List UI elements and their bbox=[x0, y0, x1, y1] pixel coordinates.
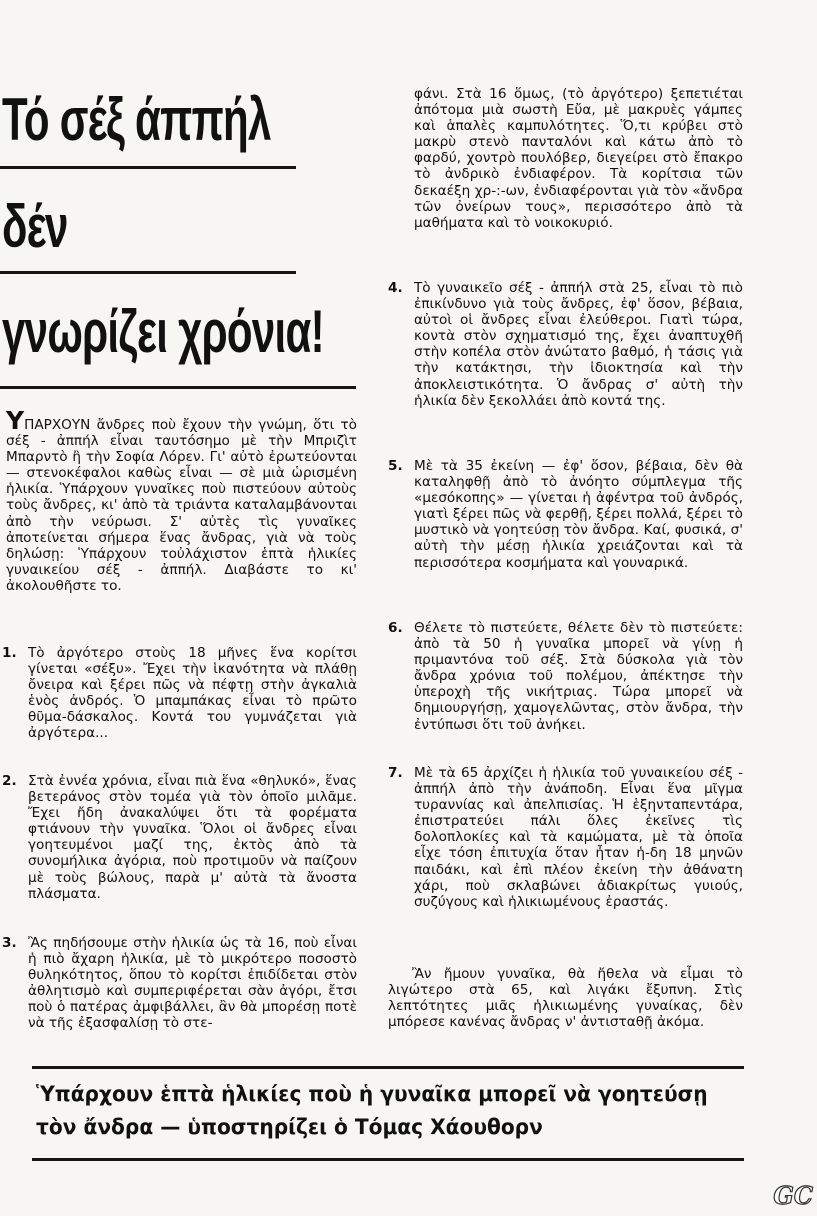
item-number: 4. bbox=[388, 280, 403, 296]
item-text: Στὰ ἐννέα χρόνια, εἶναι πιὰ ἕνα «θηλυκό», ἕνας βετεράνος στὸν τομέα γιὰ τὸν ὁποῖο μιλᾶμε. Ἔχει ἤδη ἀνακαλύψει ὅτι τὰ φορέματα φτιάνουν τὴν γυναῖκα. Ὅλοι οἱ ἄνδρες εἶναι γοητευμένοι μαζί της, ἐκτὸς ἀπὸ τὰ συνομήλικα ἀγόρια, ποὺ προτιμοῦν νὰ παίζουν μὲ τοὺς βώλους, παρὰ μ' αὐτὰ τὰ ἄνοστα πλάσματα. bbox=[28, 773, 357, 902]
list-item bbox=[388, 620, 743, 733]
caption-divider-top bbox=[32, 1066, 744, 1069]
closing-paragraph bbox=[388, 966, 743, 1030]
item-text: Μὲ τὰ 35 ἐκείνη — ἐφ' ὅσον, βέβαια, δὲν θὰ καταληφθῇ ἀπὸ τὸ ἀνόητο σύμπλεγμα τῆς «μεσόκοπης» — γίνεται ἡ ἀφέντρα τοῦ ἀνδρός, γιατὶ ξέρει πῶς νὰ φερθῇ, ξέρει πολλά, ξέρει τὸ μυστικὸ νὰ γοητεύσῃ τὸν ἄνδρα. Καί, φυσικά, σ' αὐτὴ τὴν μέσῃ ἡλικία χρειάζονται καὶ τὰ περισσότερα κοσμήματα καὶ γουναρικά. bbox=[414, 458, 743, 571]
drop-cap: Y bbox=[6, 406, 25, 435]
item-text: Θέλετε τὸ πιστεύετε, θέλετε δὲν τὸ πιστεύετε: ἀπὸ τὰ 50 ἡ γυναῖκα μπορεῖ νὰ γίνῃ ἡ πριμαντόνα τοῦ σέξ. Στὰ δύσκολα γιὰ τὸν ἄνδρα χρόνια τοῦ πολέμου, ἀπέκτησε τὴν ὑπεροχὴ τῆς νικήτριας. Τώρα μπορεῖ νὰ δημιουργήσῃ, χαμογελῶντας, στὸν ἄνδρα, τὴν ἐντύπωσι ὅτι τοῦ ἀνήκει. bbox=[414, 620, 743, 733]
article-title-line-3: γνωρίζει χρόνια! bbox=[2, 298, 324, 365]
item-number: 6. bbox=[388, 620, 403, 636]
article-title-line-2: δέν bbox=[2, 193, 68, 260]
item-text: Τὸ γυναικεῖο σέξ - ἀππήλ στὰ 25, εἶναι τὸ πιὸ ἐπικίνδυνο γιὰ τοὺς ἄνδρες, ἐφ' ὅσον, βέβαια, αὐτοὶ οἱ ἄνδρες εἶναι ἐλεύθεροι. Γιατὶ τώρα, κοντὰ στὸν σχηματισμό της, ἔχει ἀναπτυχθῆ στὴν κοπέλα στὸν ἀνώτατο βαθμό, ἡ τάσις γιὰ τὴν κατάκτησι, τὴν ἰδιοκτησία καὶ τὴν ἀποκλειστικότητα. Ὁ ἄνδρας σ' αὐτὴ τὴν ἡλικία δὲν ξεκολλάει ἀπὸ κοντά της. bbox=[414, 280, 743, 409]
article-title-line-1: Τό σέξ άππήλ bbox=[2, 86, 271, 153]
list-item bbox=[388, 765, 743, 910]
item-text: Μὲ τὰ 65 ἀρχίζει ἡ ἡλικία τοῦ γυναικείου σέξ - ἀππήλ ἀπὸ τὴν ἀνάποδη. Εἶναι ἕνα μῖγμα τυραννίας καὶ ἀπελπισίας. Ἡ ἑξηνταπεντάρα, ἐπιστρατεύει πάλι ὅλες ἐκεῖνες τὶς δολοπλοκίες καὶ τὰ καμώματα, μὲ τὰ ὁποῖα εἶχε τόση ἐπιτυχία ὅταν ἦταν ἡ-δη 18 μηνῶν παιδάκι, καὶ ἐπὶ πλέον ἐκείνη τὴν ἀθάνατη χάρι, ποὺ σκλαβώνει ἀδιακρίτως γυιούς, συζύγους καὶ ἡλικιωμένους ἐραστάς. bbox=[414, 765, 743, 910]
caption-divider-bottom bbox=[32, 1158, 744, 1161]
bottom-caption: Ὑπάρχουν ἑπτὰ ἡλικίες ποὺ ἡ γυναῖκα μπορεῖ νὰ γοητεύσῃ τὸν ἄνδρα — ὑποστηρίζει ὁ Τόμας Χάουθορν bbox=[36, 1082, 708, 1139]
title-divider-3 bbox=[0, 386, 356, 389]
list-item bbox=[2, 645, 357, 742]
watermark-logo: GC bbox=[773, 1181, 813, 1210]
list-item-continued bbox=[388, 86, 743, 231]
title-divider-2 bbox=[0, 271, 296, 274]
item-number: 1. bbox=[2, 645, 17, 661]
intro-text: ΠΑΡΧΟΥΝ ἄνδρες ποὺ ἔχουν τὴν γνώμη, ὅτι τὸ σέξ - ἀππήλ εἶναι ταυτόσημο μὲ τὴν Μπριζὶτ Μπαρντὸ ἢ τὴν Σοφία Λόρεν. Γι' αὐτὸ ἐρωτεύονται — στενοκέφαλοι καθὼς εἶναι — σὲ μιὰ ὡρισμένη ἡλικία. Ὑπάρχουν γυναῖκες ποὺ πιστεύουν αὐτοὺς τοὺς ἄνδρες, κι' ἀπὸ τὰ τριάντα καταλαμβάνονται ἀπὸ τὴν νεύρωσι. Σ' αὐτὲς τὶς γυναῖκες ἀποτείνεται σήμερα ἕνας ἄνδρας, γιὰ νὰ τοὺς δηλώσῃ: Ὑπάρχουν τοὐλάχιστον ἑπτὰ ἡλικίες γυναικείου σέξ - ἀππήλ. Διαβάστε το κι' ἀκολουθῆστε το. bbox=[6, 417, 357, 594]
intro-paragraph bbox=[2, 406, 357, 594]
left-column bbox=[2, 406, 357, 594]
list-item bbox=[2, 935, 357, 1032]
item-number: 3. bbox=[2, 935, 17, 951]
list-item bbox=[388, 280, 743, 409]
list-item bbox=[388, 458, 743, 571]
item-number: 2. bbox=[2, 773, 17, 789]
item-text: φάνι. Στὰ 16 ὅμως, (τὸ ἀργότερο) ξεπετιέται ἀπότομα μιὰ σωστὴ Εὔα, μὲ μακρυὲς γάμπες καὶ ἁπαλὲς καμπυλότητες. Ὅ,τι κρύβει στὸ μακρὺ στενὸ πανταλόνι καὶ κάτω ἀπὸ τὸ φαρδύ, χοντρὸ πουλόβερ, διεγείρει στὸ ἔπακρο τὸ ἀνδρικὸ ἐνδιαφέρον. Τὰ κορίτσια τῶν δεκαέξη χρ-:-ων, ἐνδιαφέρονται γιὰ τὸν «ἄνδρα τῶν ὀνείρων τους», περισσότερο ἀπὸ τὰ μαθήματα καὶ τὸ νοικοκυριό. bbox=[414, 86, 743, 231]
item-text: Τὸ ἀργότερο στοὺς 18 μῆνες ἕνα κορίτσι γίνεται «σέξυ». Ἔχει τὴν ἱκανότητα νὰ πλάθῃ ὄνειρα καὶ ξέρει πῶς νὰ πέφτῃ στὴν ἀγκαλιὰ ἑνὸς ἀνδρός. Ὁ μπαμπάκας εἶναι τὸ πρῶτο θῦμα-δάσκαλος. Κοντά του γυμνάζεται γιὰ ἀργότερα... bbox=[28, 645, 357, 742]
item-number: 5. bbox=[388, 458, 403, 474]
closing-text: Ἂν ἤμουν γυναῖκα, θὰ ἤθελα νὰ εἶμαι τὸ λιγώτερο στὰ 65, καὶ λιγάκι ἔξυπνη. Στὶς λεπτότητες μιᾶς ἡλικιωμένης γυναίκας, δὲν μπόρεσε κανένας ἄνδρας ν' ἀντισταθῇ ἀκόμα. bbox=[388, 966, 743, 1031]
item-number: 7. bbox=[388, 765, 403, 781]
list-item bbox=[2, 773, 357, 902]
item-text: Ἂς πηδήσουμε στὴν ἡλικία ὡς τὰ 16, ποὺ εἶναι ἡ πιὸ ἄχαρη ἡλικία, μὲ τὸ μικρότερο ποσοστὸ θυληκότητος, ὅπου τὸ κορίτσι ἐπιδίδεται στὸν ἀθλητισμὸ καὶ συμπεριφέρεται σὰν ἀγόρι, ἔτσι ποὺ ὁ πατέρας ἀμφιβάλλει, ἂν θὰ μπορέσῃ ποτὲ νὰ τῆς ἐξασφαλίσῃ τὸ στε- bbox=[28, 935, 357, 1032]
title-divider-1 bbox=[0, 166, 296, 169]
